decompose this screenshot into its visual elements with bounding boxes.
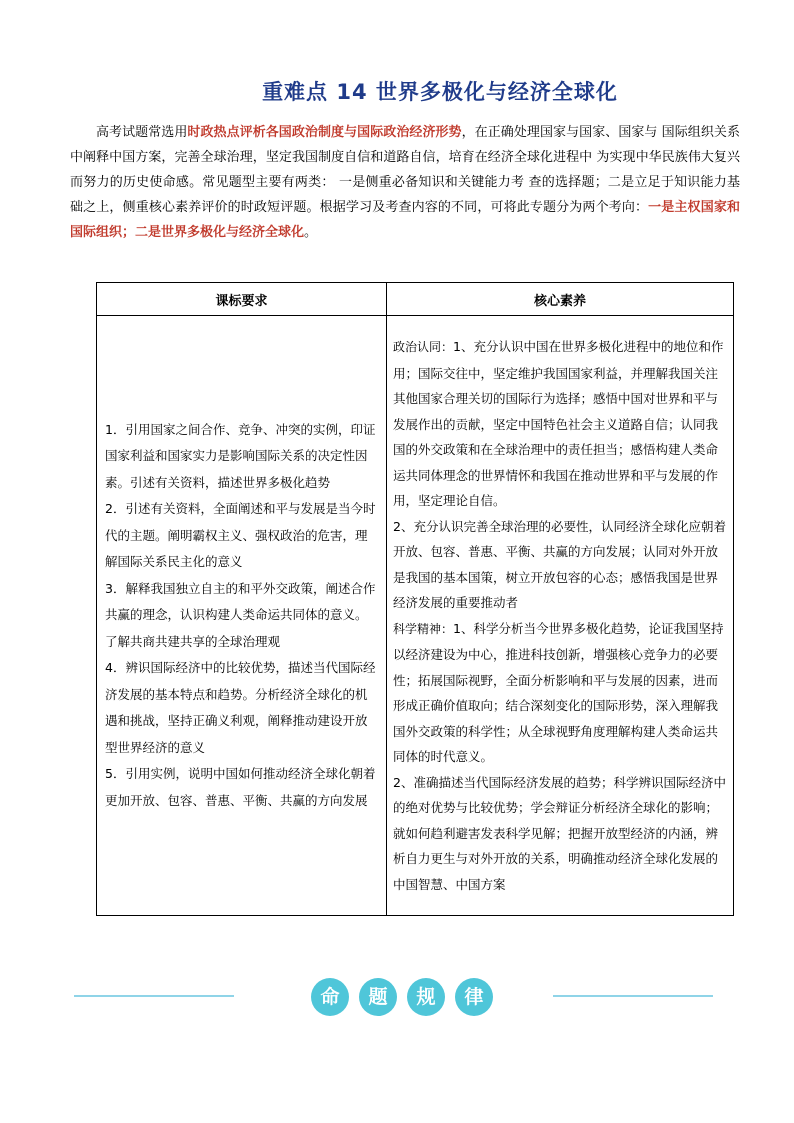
page-title: 重难点 14 世界多极化与经济全球化	[262, 80, 618, 104]
intro-text-2: ，在正确处理国家与国家、国家与 国际组织关系中阐释中国方案，完善全球治理，坚定我国制度自信和道路自信，培育在经济全球化进程中 为实现中华民族伟大复兴而努力的历史使命感。常见题型主要有两类： 一是侧重必备知识和关键能力考 查的选择题；二是立足于知识能力基础之上，侧重核心素养评价的时政短评题。根据学习及考查内容的不同，可将此专题分为两个考向：	[70, 125, 740, 215]
table-header-row	[97, 283, 734, 316]
standards-table	[96, 282, 734, 916]
banner-right-line	[553, 995, 713, 997]
table-row	[97, 316, 734, 916]
banner-badge: 律	[455, 978, 493, 1016]
requirements-cell	[97, 316, 387, 916]
competency-text: 1、充分认识中国在世界多极化进程中的地位和作用；国际交往中，坚定维护我国国家利益，并理解我国关注其他国家合理关切的国际行为选择；感悟中国对世界和平与发展作出的贡献，坚定中国特色社会主义道路自信；认同我国的外交政策和在全球治理中的责任担当；感悟构建人类命运共同体理念的世界情怀和我国在推动世界和平与发展的作用，坚定理论自信。	[393, 339, 724, 508]
requirement-item: 5．引用实例，说明中国如何推动经济全球化朝着更加开放、包容、普惠、平衡、共赢的方向发展	[105, 766, 376, 808]
competency-item	[393, 334, 727, 514]
competencies-cell	[387, 316, 734, 916]
competency-text: 2、充分认识完善全球治理的必要性，认同经济全球化应朝着开放、包容、普惠、平衡、共赢的方向发展；认同对外开放是我国的基本国策，树立开放包容的心态；感悟我国是世界经济发展的重要推动者	[393, 518, 726, 610]
competency-item	[393, 770, 727, 898]
header-requirements: 课标要求	[97, 283, 387, 316]
intro-text-3: 。	[304, 225, 318, 240]
intro-text-1: 高考试题常选用	[96, 125, 188, 140]
competency-label: 科学精神：	[393, 621, 454, 636]
competency-text: 1、科学分析当今世界多极化趋势，论证我国坚持以经济建设为中心，推进科技创新，增强核心竞争力的必要性；拓展国际视野，全面分析影响和平与发展的因素，进而形成正确价值取向；结合深刻变化的国际形势，深入理解我国外交政策的科学性；从全球视野角度理解构建人类命运共同体的时代意义。	[393, 620, 724, 764]
competency-item	[393, 616, 727, 770]
banner-badge: 命	[311, 978, 349, 1016]
requirement-item: 3．解释我国独立自主的和平外交政策，阐述合作共赢的理念，认识构建人类命运共同体的意义。了解共商共建共享的全球治理观	[105, 580, 376, 649]
competency-label: 政治认同：	[393, 340, 454, 354]
intro-highlight-1: 时政热点评析各国政治制度与国际政治经济形势	[187, 125, 462, 140]
requirement-item: 2．引述有关资料，全面阐述和平与发展是当今时代的主题。阐明霸权主义、强权政治的危害，理解国际关系民主化的意义	[105, 501, 376, 570]
banner-badge: 题	[359, 978, 397, 1016]
competency-item	[393, 514, 727, 616]
banner-badge: 规	[407, 978, 445, 1016]
competency-text: 2、准确描述当代国际经济发展的趋势；科学辨识国际经济中的绝对优势与比较优势；学会辩证分析经济全球化的影响；就如何趋利避害发表科学见解；把握开放型经济的内涵，辨析自力更生与对外开放的关系，明确推动经济全球化发展的中国智慧、中国方案	[393, 774, 726, 892]
requirement-item: 4．辨识国际经济中的比较优势，描述当代国际经济发展的基本特点和趋势。分析经济全球化的机遇和挑战，坚持正确义利观，阐释推动建设开放型世界经济的意义	[105, 660, 376, 755]
intro-highlight-2: 一是主权国家和国际组织；二是世界多极化与经济全球化	[70, 200, 740, 240]
header-competencies: 核心素养	[387, 283, 734, 316]
intro-paragraph	[70, 120, 740, 245]
banner-left-line	[74, 995, 234, 997]
requirement-item: 1．引用国家之间合作、竞争、冲突的实例，印证国家利益和国家实力是影响国际关系的决定性因素。引述有关资料，描述世界多极化趋势	[105, 421, 376, 490]
